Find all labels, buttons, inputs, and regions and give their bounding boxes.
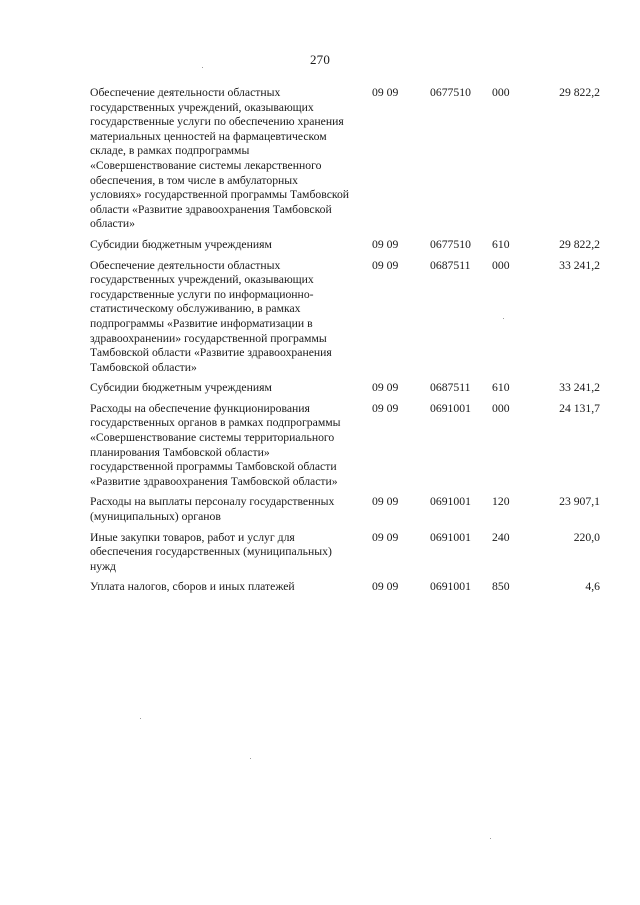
table-row — [90, 259, 600, 382]
row-expense-type: 000 — [492, 401, 510, 415]
page-number: 270 — [309, 52, 331, 67]
budget-table — [90, 86, 600, 601]
row-amount: 24 131,7 — [559, 401, 600, 415]
row-expense-type: 850 — [492, 580, 510, 594]
row-name: Расходы на выплаты персоналу государственных (муниципальных) органов — [90, 495, 335, 524]
row-name: Обеспечение деятельности областных государственных учреждений, оказывающих государственные услуги по информационно-статистическому обслуживанию, в рамках подпрограммы «Развитие информатизации в здравоохранении» государственной программы Тамбовской области «Развитие здравоохранения Тамбовской области» — [90, 258, 332, 374]
table-row — [90, 531, 600, 581]
row-amount: 4,6 — [585, 580, 600, 594]
budget-table-body — [90, 86, 600, 601]
row-expense-type: 610 — [492, 237, 510, 251]
row-section-code: 09 09 — [372, 86, 399, 99]
row-target-code: 0691001 — [430, 530, 471, 544]
row-expense-type: 000 — [492, 86, 510, 99]
row-target-code: 0691001 — [430, 401, 471, 415]
row-amount: 33 241,2 — [559, 258, 600, 272]
row-expense-type: 240 — [492, 530, 510, 544]
row-target-code: 0691001 — [430, 580, 471, 594]
scan-speck — [202, 67, 203, 68]
table-row — [90, 86, 600, 238]
row-target-code: 0687511 — [430, 381, 471, 395]
table-row — [90, 495, 600, 530]
scan-speck — [490, 838, 491, 839]
row-expense-type: 120 — [492, 495, 510, 509]
row-target-code: 0677510 — [430, 86, 471, 99]
row-amount: 29 822,2 — [559, 237, 600, 251]
table-row — [90, 238, 600, 259]
table-row — [90, 402, 600, 496]
scan-speck — [503, 318, 504, 319]
row-section-code: 09 09 — [372, 401, 399, 415]
row-target-code: 0687511 — [430, 258, 471, 272]
row-name: Субсидии бюджетным учреждениям — [90, 381, 272, 395]
row-target-code: 0677510 — [430, 237, 471, 251]
row-name: Субсидии бюджетным учреждениям — [90, 237, 272, 251]
row-section-code: 09 09 — [372, 381, 399, 395]
row-amount: 220,0 — [573, 530, 600, 544]
table-row — [90, 381, 600, 402]
row-name: Расходы на обеспечение функционирования государственных органов в рамках подпрограммы «Совершенствование системы территориального планирования Тамбовской области» государственной программы Тамбовской области «Развитие здравоохранения Тамбовской области» — [90, 401, 341, 488]
row-name: Обеспечение деятельности областных государственных учреждений, оказывающих государственные услуги по обеспечению хранения материальных ценностей на фармацевтическом складе, в рамках подпрограммы «Совершенствование системы лекарственного обеспечения, в том числе в амбулаторных условиях» государственной программы Тамбовской области «Развитие здравоохранения Тамбовской области» — [90, 86, 350, 231]
table-row — [90, 580, 600, 601]
row-expense-type: 000 — [492, 258, 510, 272]
row-amount: 23 907,1 — [559, 495, 600, 509]
scan-speck — [140, 718, 141, 719]
row-name: Иные закупки товаров, работ и услуг для обеспечения государственных (муниципальных) нужд — [90, 530, 332, 573]
row-amount: 33 241,2 — [559, 381, 600, 395]
row-expense-type: 610 — [492, 381, 510, 395]
row-section-code: 09 09 — [372, 258, 399, 272]
row-section-code: 09 09 — [372, 530, 399, 544]
row-amount: 29 822,2 — [559, 86, 600, 99]
row-target-code: 0691001 — [430, 495, 471, 509]
row-section-code: 09 09 — [372, 495, 399, 509]
row-name: Уплата налогов, сборов и иных платежей — [90, 580, 295, 594]
row-section-code: 09 09 — [372, 237, 399, 251]
row-section-code: 09 09 — [372, 580, 399, 594]
scan-speck — [250, 758, 251, 759]
